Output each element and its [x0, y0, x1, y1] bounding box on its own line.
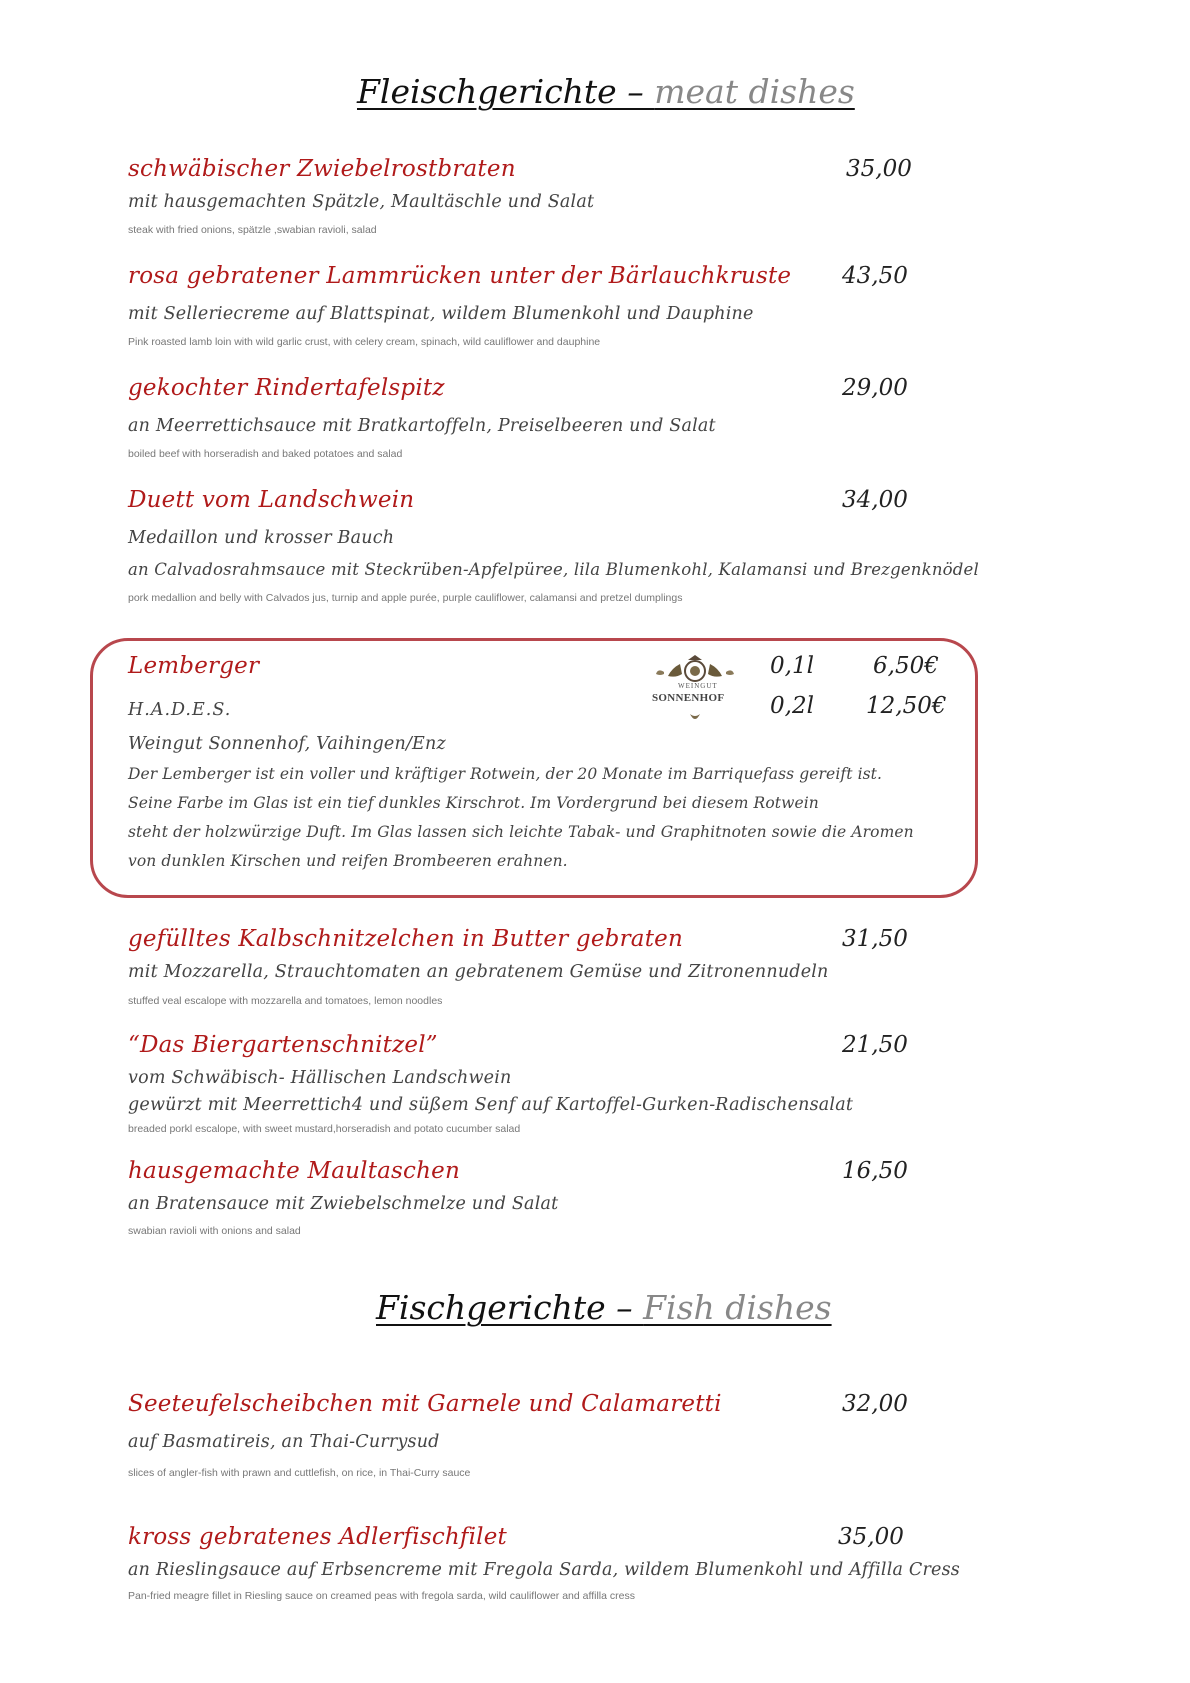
- fish-heading-de: Fischgerichte –: [376, 1288, 644, 1327]
- meat-heading-de: Fleischgerichte –: [357, 72, 655, 111]
- meat-heading-en: meat dishes: [654, 72, 855, 111]
- dish-title: gefülltes Kalbschnitzelchen in Butter gebraten: [128, 926, 683, 952]
- wine-description-line: Der Lemberger ist ein voller und kräftiger Rotwein, der 20 Monate im Barriquefass gereift ist.: [128, 765, 883, 783]
- wine-size-1: 0,1l: [770, 653, 814, 679]
- dish-title: schwäbischer Zwiebelrostbraten: [128, 156, 516, 182]
- dish-description: an Calvadosrahmsauce mit Steckrüben-Apfelpüree, lila Blumenkohl, Kalamansi und Brezgenknödel: [128, 560, 979, 579]
- dish-price: 34,00: [842, 487, 908, 513]
- dish-title: “Das Biergartenschnitzel”: [128, 1032, 438, 1058]
- dish-title: rosa gebratener Lammrücken unter der Bärlauchkruste: [128, 263, 792, 289]
- wine-price-1: 6,50€: [873, 653, 939, 679]
- dish-description: mit Mozzarella, Strauchtomaten an gebratenem Gemüse und Zitronennudeln: [128, 962, 829, 982]
- logo-top-text: WEINGUT: [678, 682, 718, 690]
- dish-title: hausgemachte Maultaschen: [128, 1158, 460, 1184]
- dish-title: gekochter Rindertafelspitz: [128, 375, 445, 401]
- dish-description: an Meerrettichsauce mit Bratkartoffeln, Preiselbeeren und Salat: [128, 416, 716, 436]
- dish-english: Pink roasted lamb loin with wild garlic crust, with celery cream, spinach, wild cauliflower and dauphine: [128, 336, 601, 348]
- dish-description: mit Selleriecreme auf Blattspinat, wildem Blumenkohl und Dauphine: [128, 304, 754, 324]
- dish-price: 35,00: [846, 156, 912, 182]
- dish-title: kross gebratenes Adlerfischfilet: [128, 1524, 507, 1550]
- dish-english: steak with fried onions, spätzle ,swabian ravioli, salad: [128, 224, 377, 236]
- dish-price: 35,00: [838, 1524, 904, 1550]
- meat-heading: [357, 72, 855, 111]
- dish-english: swabian ravioli with onions and salad: [128, 1225, 301, 1237]
- sonnenhof-logo: [652, 654, 738, 726]
- dish-english: breaded porkl escalope, with sweet mustard,horseradish and potato cucumber salad: [128, 1123, 521, 1135]
- dish-description: auf Basmatireis, an Thai-Currysud: [128, 1432, 440, 1452]
- dish-description: an Rieslingsauce auf Erbsencreme mit Fregola Sarda, wildem Blumenkohl und Affilla Cress: [128, 1560, 960, 1580]
- dish-description: mit hausgemachten Spätzle, Maultäschle und Salat: [128, 192, 595, 212]
- dish-english: boiled beef with horseradish and baked potatoes and salad: [128, 448, 403, 460]
- wine-description-line: steht der holzwürzige Duft. Im Glas lassen sich leichte Tabak- und Graphitnoten sowie die Aromen: [128, 823, 914, 841]
- dish-english: slices of angler-fish with prawn and cuttlefish, on rice, in Thai-Curry sauce: [128, 1467, 471, 1479]
- logo-name-text: SONNENHOF: [652, 692, 725, 704]
- fish-heading-en: Fish dishes: [643, 1288, 832, 1327]
- dish-price: 43,50: [842, 263, 908, 289]
- wine-description-line: von dunklen Kirschen und reifen Brombeeren erahnen.: [128, 852, 568, 870]
- dish-price: 16,50: [842, 1158, 908, 1184]
- crest-icon: [652, 654, 738, 726]
- dish-english: stuffed veal escalope with mozzarella and tomatoes, lemon noodles: [128, 995, 443, 1007]
- wine-price-2: 12,50€: [866, 693, 947, 719]
- dish-english: Pan-fried meagre fillet in Riesling sauce on creamed peas with fregola sarda, wild cauliflower and affilla cress: [128, 1590, 635, 1602]
- dish-price: 31,50: [842, 926, 908, 952]
- dish-title: Seeteufelscheibchen mit Garnele und Calamaretti: [128, 1391, 722, 1417]
- dish-price: 32,00: [842, 1391, 908, 1417]
- wine-winery: Weingut Sonnenhof, Vaihingen/Enz: [128, 734, 446, 754]
- dish-description: Medaillon und krosser Bauch: [128, 528, 395, 548]
- dish-price: 29,00: [842, 375, 908, 401]
- wine-name: Lemberger: [128, 653, 260, 679]
- fish-heading: [376, 1288, 832, 1327]
- dish-description: vom Schwäbisch- Hällischen Landschwein: [128, 1068, 512, 1088]
- dish-description: an Bratensauce mit Zwiebelschmelze und Salat: [128, 1194, 559, 1214]
- dish-price: 21,50: [842, 1032, 908, 1058]
- dish-description: gewürzt mit Meerrettich4 und süßem Senf auf Kartoffel-Gurken-Radischensalat: [128, 1095, 854, 1115]
- dish-english: pork medallion and belly with Calvados jus, turnip and apple purée, purple cauliflower, calamansi and pretzel dumplings: [128, 592, 683, 604]
- wine-description-line: Seine Farbe im Glas ist ein tief dunkles Kirschrot. Im Vordergrund bei diesem Rotwein: [128, 794, 819, 812]
- wine-size-2: 0,2l: [770, 693, 814, 719]
- dish-title: Duett vom Landschwein: [128, 487, 415, 513]
- wine-subtitle: H.A.D.E.S.: [128, 700, 232, 720]
